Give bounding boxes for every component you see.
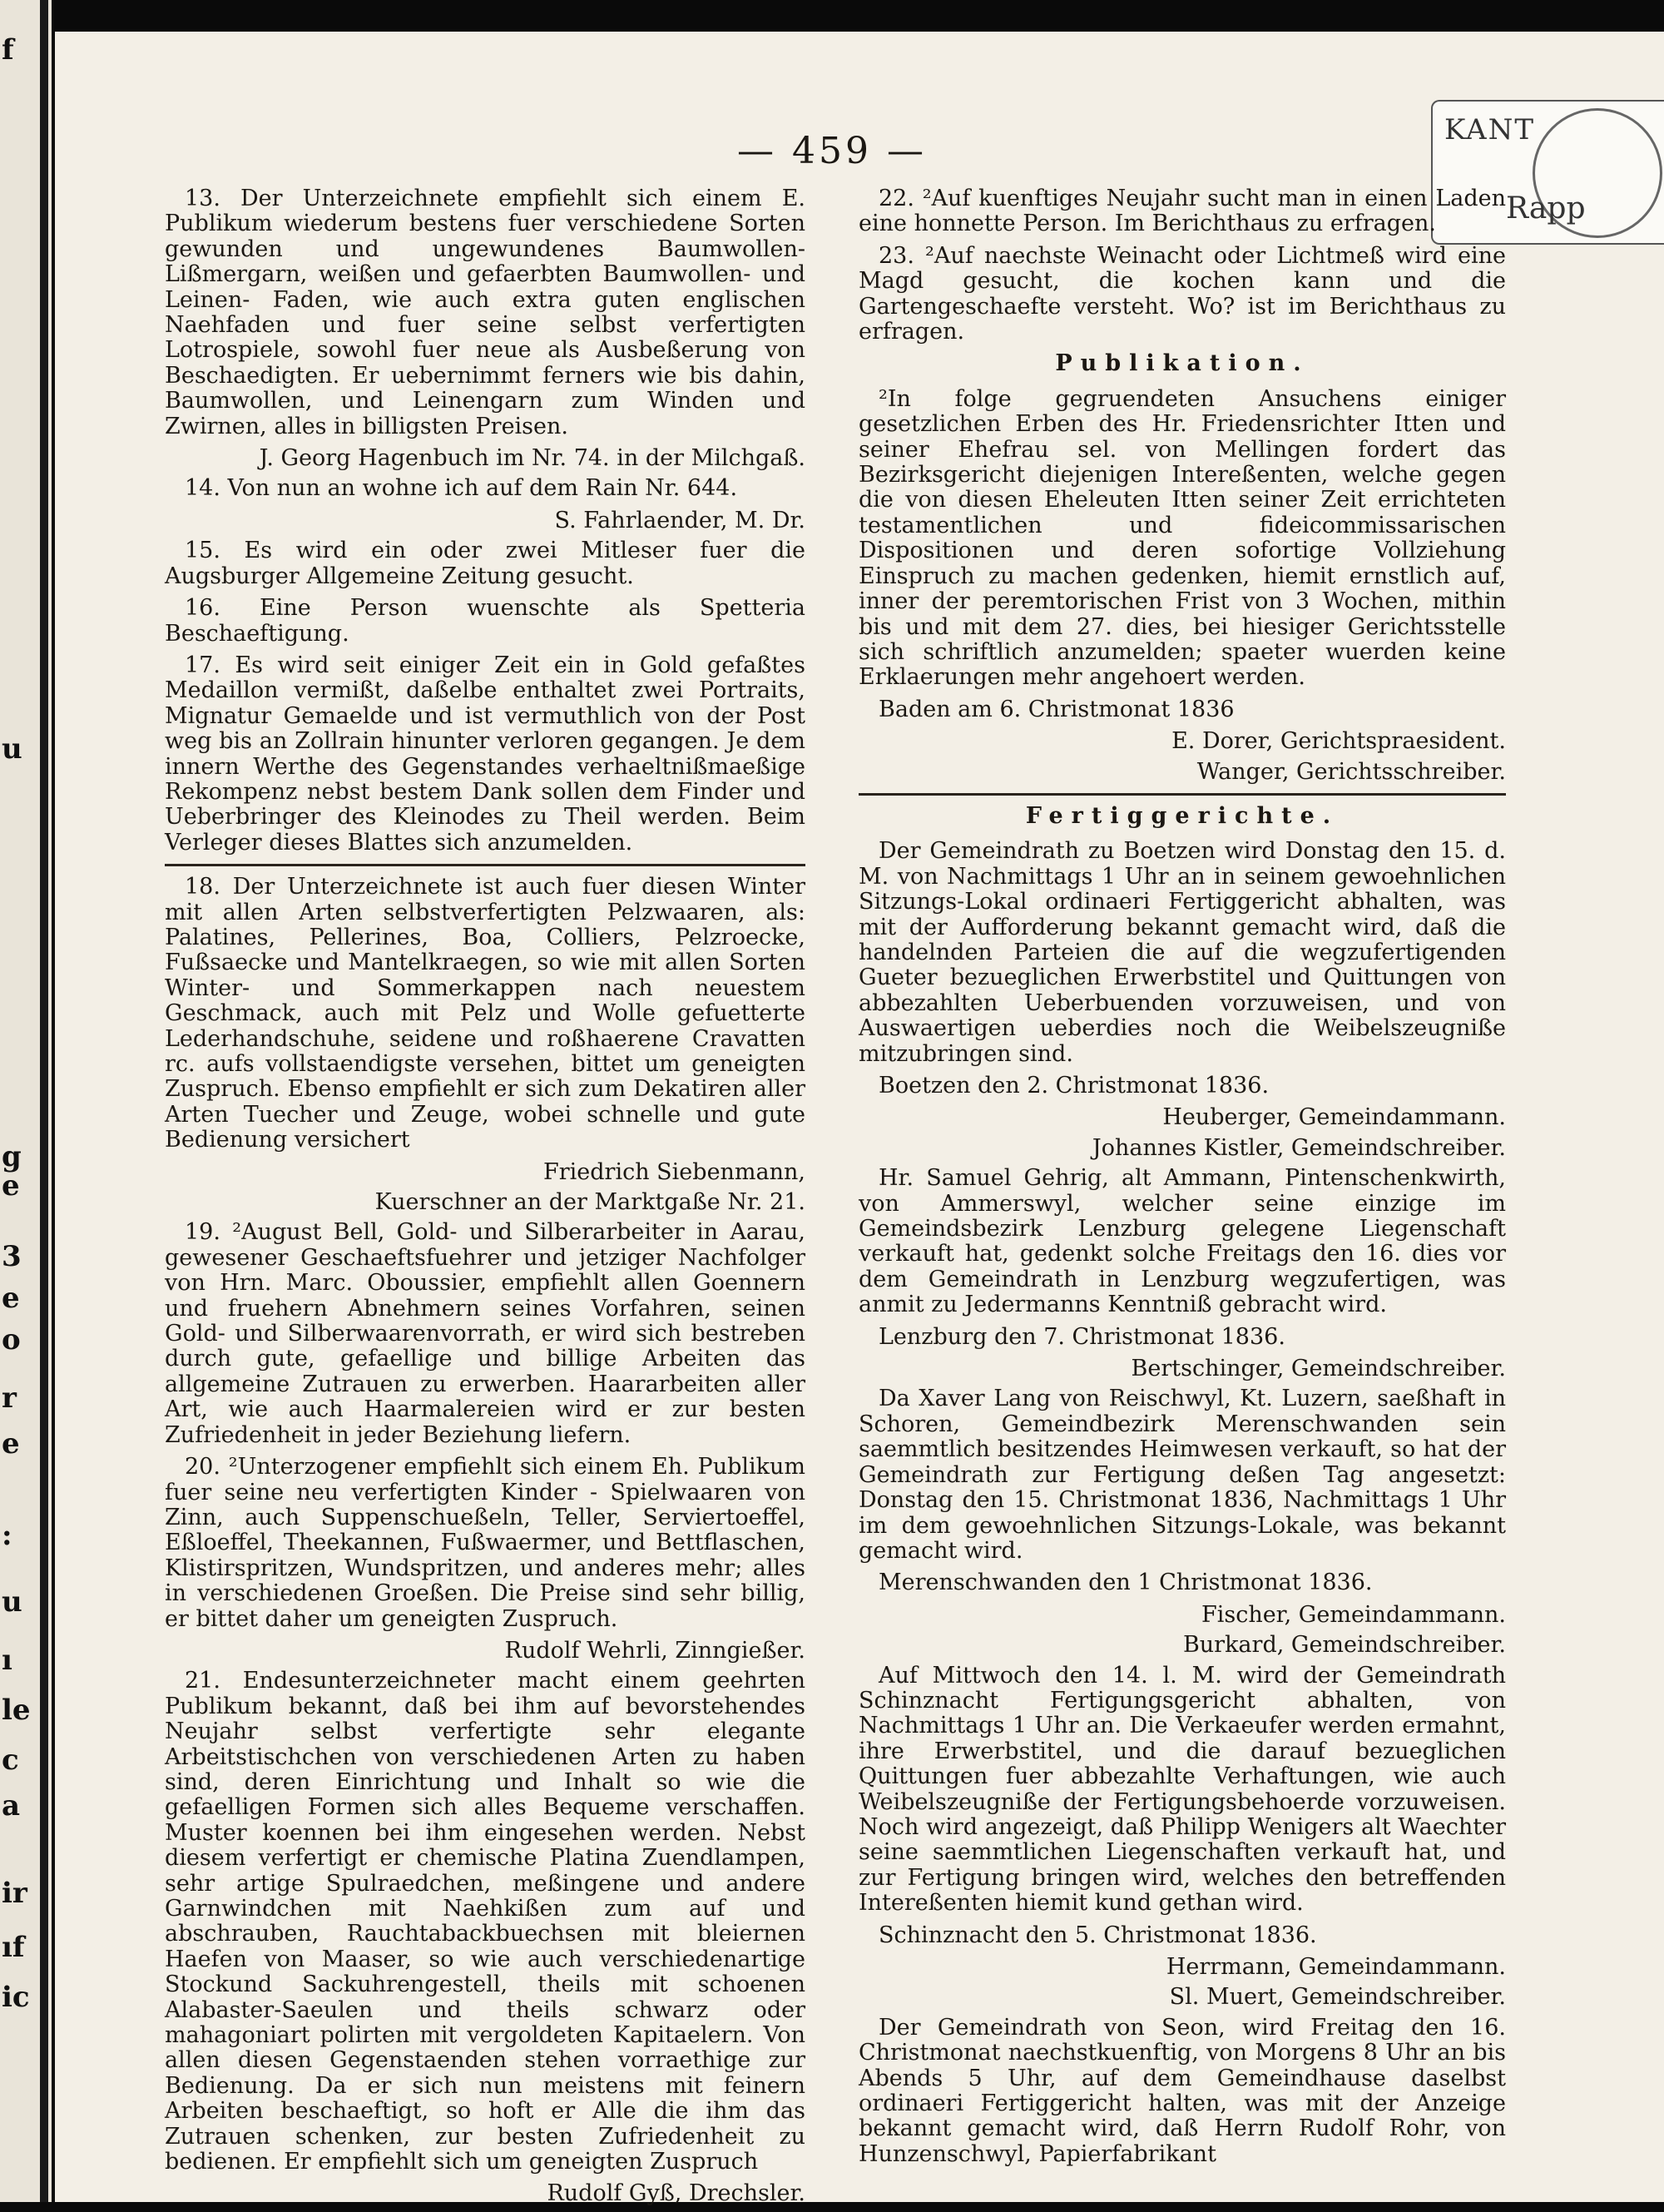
ad-17: 17. Es wird seit einiger Zeit ein in Gold gefaßtes Medaillon vermißt, daßelbe enthaltet zwei Portraits, Mignatur Gemaelde und ist vermuthlich von der Post weg bis an Zollrain hinunter verloren gegangen. Je dem innern Werthe des Gegenstandes verhaeltnißmaeßige Rekompenz nebst bestem Dank sollen dem Finder und Ueberbringer des Kleinodes zu Theil werden. Beim Verleger dieses Blattes sich anzumelden.	[165, 652, 805, 856]
edge-fragment: u	[2, 1585, 22, 1619]
ad-18: 18. Der Unterzeichnete ist auch fuer diesen Winter mit allen Arten selbstverfertigten Pelzwaaren, als: Palatines, Pellerines, Boa, Colliers, Pelzroecke, Fußsaecke und Mantelkraegen, so wie mit allen Sorten Winter- und Sommerkappen nach neuestem Geschmack, auch mit Pelz und Wolle gefuetterte Lederhandschuhe, seidene und roßhaerene Cravatten rc. aufs vollstaendigste versehen, bittet um geneigten Zuspruch. Ebenso empfiehlt er sich zum Dekatiren aller Arten Tuecher und Zeuge, wobei schnelle und gute Bedienung versichert	[165, 874, 805, 1153]
publikation-text: ²In folge gegruendeten Ansuchens einiger gesetzlichen Erben des Hr. Friedensrichter Itten und seiner Ehefrau sel. von Mellingen fordert das Bezirksgericht diejenigen Intereßenten, welche gegen die von diesen Eheleuten Itten seiner Zeit errichteten testamentlichen und fideicommissarischen Dispositionen und deren sofortige Vollziehung Einspruch zu machen gedenken, hiemit ernstlich auf, inner der peremtorischen Frist von 3 Wochen, mithin bis und mit dem 27. dies, bei hiesiger Gerichtsstelle sich schriftlich anzumelden; spaeter wuerden keine Erklaerungen mehr angehoert werden.	[859, 385, 1506, 691]
ad-14-signature: S. Fahrlaender, M. Dr.	[554, 507, 805, 533]
ad-14: 14. Von nun an wohne ich auf dem Rain Nr. 644.	[185, 475, 738, 502]
publikation-signature-president: E. Dorer, Gerichtspraesident.	[1171, 728, 1506, 755]
ad-13-signature: J. Georg Hagenbuch im Nr. 74. in der Milchgaß.	[259, 445, 805, 472]
book-spine	[0, 0, 52, 2202]
left-column	[165, 186, 805, 2212]
ad-22: 22. ²Auf kuenftiges Neujahr sucht man in einen Laden eine honnette Person. Im Berichthaus zu erfragen.	[859, 186, 1506, 237]
ad-16: 16. Eine Person wuenschte als Spetteria Beschaeftigung.	[165, 595, 805, 647]
notice-boetzen-signature-1: Heuberger, Gemeindammann.	[1162, 1104, 1506, 1131]
edge-fragment: ı	[2, 1644, 12, 1677]
edge-fragment: u	[2, 732, 22, 766]
notice-boetzen-signature-2: Johannes Kistler, Gemeindschreiber.	[1092, 1134, 1506, 1161]
notice-seon: Der Gemeindrath von Seon, wird Freitag den 16. Christmonat naechstkuenftig, von Morgens 8 Uhr an bis Abends 5 Uhr, auf dem Gemeindhause daselbst ordinaeri Fertiggericht halten, was mit der Anzeige bekannt gemacht wird, daß Herrn Rudolf Rohr, von Hunzenschwyl, Papierfabrikant	[859, 2014, 1506, 2167]
edge-fragment: le	[2, 1694, 31, 1727]
section-divider	[859, 793, 1506, 796]
ad-23: 23. ²Auf naechste Weinacht oder Lichtmeß wird eine Magd gesucht, die kochen kann und die Gartengeschaefte versteht. Wo? ist im Berichthaus zu erfragen.	[859, 242, 1506, 345]
ad-18-signature-address: Kuerschner an der Marktgaße Nr. 21.	[374, 1189, 805, 1216]
ad-18-signature-name: Friedrich Siebenmann,	[543, 1158, 805, 1185]
fertiggerichte-heading: Fertiggerichte.	[1025, 802, 1340, 829]
notice-schinznacht-signature-2: Sl. Muert, Gemeindschreiber.	[1169, 1984, 1506, 2011]
edge-fragment: :	[2, 1519, 12, 1552]
edge-fragment: f	[2, 33, 14, 67]
ad-21-signature: Rudolf Gyß, Drechsler.	[547, 2180, 805, 2207]
notice-schinznacht-signature-1: Herrmann, Gemeindammann.	[1166, 1954, 1506, 1980]
publikation-date: Baden am 6. Christmonat 1836	[879, 696, 1235, 722]
notice-merenschwanden-signature-2: Burkard, Gemeindschreiber.	[1182, 1632, 1506, 1659]
edge-fragment: e	[2, 1427, 20, 1461]
ad-15: 15. Es wird ein oder zwei Mitleser fuer die Augsburger Allgemeine Zeitung gesucht.	[165, 538, 805, 589]
ad-13: 13. Der Unterzeichnete empfiehlt sich einem E. Publikum wiederum bestens fuer verschiedene Sorten gewunden und ungewundenes Baumwollen-Lißmergarn, weißen und gefaerbten Baumwollen- und Leinen- Faden, wie auch extra guten englischen Naehfaden und fuer seine selbst verfertigten Lotrospiele, sowohl fuer neue als Ausbeßerung von Beschaedigten. Er uebernimmt ferners wie bis dahin, Baumwollen, und Leinengarn zum Winden und Zwirnen, alles in billigsten Preisen.	[165, 186, 805, 439]
edge-fragment: ir	[2, 1877, 27, 1910]
ad-20: 20. ²Unterzogener empfiehlt sich einem Eh. Publikum fuer seine neu verfertigten Kinder - Spielwaaren von Zinn, auch Suppenschueßeln, Teller, Serviertoeffel, Eßloeffel, Theekannen, Fußwaermer, und Bettflaschen, Klistirspritzen, Wundspritzen, und anderes mehr; alles in verschiedenen Groeßen. Die Preise sind sehr billig, er bittet daher um geneigten Zuspruch.	[165, 1454, 805, 1632]
spine-shadow	[40, 0, 48, 2202]
notice-lenzburg-date: Lenzburg den 7. Christmonat 1836.	[879, 1323, 1285, 1350]
notice-boetzen: Der Gemeindrath zu Boetzen wird Donstag den 15. d. M. von Nachmittags 1 Uhr an in seinem gewoehnlichen Sitzungs-Lokal ordinaeri Fertiggericht abhalten, was mit der Aufforderung bekannt gemacht wird, daß die handelnden Parteien die auf die wegzufertigenden Gueter bezueglichen Erwerbstitel und Quittungen von abbezahlten Ueberbuenden vorzuweisen, und von Auswaertigen ueberdies noch die Weibelszeugniße mitzubringen sind.	[859, 838, 1506, 1067]
edge-fragment: 3	[2, 1240, 22, 1273]
notice-boetzen-date: Boetzen den 2. Christmonat 1836.	[879, 1073, 1270, 1099]
edge-fragment: e	[2, 1169, 20, 1203]
edge-fragment: e	[2, 1282, 20, 1315]
notice-lenzburg-signature: Bertschinger, Gemeindschreiber.	[1131, 1356, 1506, 1382]
notice-merenschwanden-signature-1: Fischer, Gemeindammann.	[1201, 1601, 1506, 1628]
edge-fragment: ic	[2, 1981, 30, 2014]
edge-fragment: g	[2, 1140, 22, 1173]
notice-schinznacht-date: Schinznacht den 5. Christmonat 1836.	[879, 1922, 1317, 1948]
edge-fragment: ıf	[2, 1931, 25, 1964]
ad-20-signature: Rudolf Wehrli, Zinngießer.	[504, 1637, 805, 1664]
edge-fragment: c	[2, 1743, 19, 1777]
stamp-text-top: KANT	[1444, 113, 1536, 146]
stamp-text-bottom: Rapp	[1506, 191, 1586, 226]
notice-schinznacht: Auf Mittwoch den 14. l. M. wird der Gemeindrath Schinznacht Fertigungsgericht abhalten, von Nachmittags 1 Uhr an. Die Verkaeufer werden ermahnt, ihre Erwerbstitel, und die darauf bezueglichen Quittungen fuer abbezahlte Verhaftungen, wie auch Weibelszeugniße der Fertigungsbehoerde vorzuweisen. Noch wird angezeigt, daß Philipp Wenigers alt Waechter seine saemmtlichen Liegenschaften verkauft hat, und zur Fertigung bringen wird, welches den betreffenden Intereßenten hiemit kund gethan wird.	[859, 1662, 1506, 1917]
publikation-signature-clerk: Wanger, Gerichtsschreiber.	[1196, 758, 1506, 785]
notice-lenzburg: Hr. Samuel Gehrig, alt Ammann, Pintenschenkwirth, von Ammerswyl, welcher seine einzige im Gemeindsbezirk Lenzburg gelegene Liegenschaft verkauft hat, gedenkt solche Freitags den 16. dies vor dem Gemeindrath in Lenzburg wegzufertigen, was anmit zu Jedermanns Kenntniß gebracht wird.	[859, 1165, 1506, 1318]
page-number: — 459 —	[737, 130, 927, 172]
section-divider	[165, 864, 805, 866]
notice-merenschwanden-date: Merenschwanden den 1 Christmonat 1836.	[879, 1570, 1373, 1596]
edge-fragment: o	[2, 1323, 21, 1356]
ad-21: 21. Endesunterzeichneter macht einem geehrten Publikum bekannt, daß bei ihm auf bevorstehendes Neujahr selbst verfertigte sehr elegante Arbeitstischchen von verschiedenen Arten zu haben sind, deren Einrichtung und Inhalt so wie die gefaelligen Formen sich alles Bequeme verschaffen. Muster koennen bei ihm eingesehen werden. Nebst diesem verfertigt er chemische Platina Zuendlampen, sehr artige Spulraedchen, meßingene und andere Garnwindchen mit Naehkißen zum auf und abschrauben, Rauchtabackbuechsen mit bleiernen Haefen von Maaser, so wie auch verschiedenartige Stockund Sackuhrengestell, theils mit schoenen Alabaster-Saeulen und theils schwarz oder mahagoniart polirten mit vergoldeten Kapitaelern. Von allen diesen Gegenstaenden stehen vorraethige zur Bedienung. Da er sich nun meistens mit feinern Arbeiten beschaeftigt, so hoft er Alle die ihm das Zutrauen schenken, zur besten Zufriedenheit zu bedienen. Er empfiehlt sich um geneigten Zuspruch	[165, 1668, 805, 2175]
right-column	[859, 186, 1506, 2174]
publikation-heading: Publikation.	[1055, 350, 1310, 377]
notice-merenschwanden: Da Xaver Lang von Reischwyl, Kt. Luzern, saeßhaft in Schoren, Gemeindbezirk Merenschwanden sein saemmtlich besitzendes Heimwesen verkauft, so hat der Gemeindrath zur Fertigung deßen Tag angesetzt: Donstag den 15. Christmonat 1836, Nachmittags 1 Uhr im dem gewoehnlichen Sitzungs-Lokale, was bekannt gemacht wird.	[859, 1386, 1506, 1564]
edge-fragment: r	[2, 1381, 17, 1415]
edge-fragment: a	[2, 1789, 21, 1823]
ad-19: 19. ²August Bell, Gold- und Silberarbeiter in Aarau, gewesener Geschaeftsfuehrer und jetziger Nachfolger von Hrn. Marc. Oboussier, empfiehlt allen Goennern und fruehern Abnehmern seines Vorfahren, seinen Gold- und Silberwaarenvorrath, er wird sich bestreben durch gute, gefaellige und billige Arbeiten das allgemeine Zutrauen zu erwerben. Haararbeiten aller Art, wie auch Haarmalereien wird er zur besten Zufriedenheit in jeder Beziehung liefern.	[165, 1219, 805, 1448]
